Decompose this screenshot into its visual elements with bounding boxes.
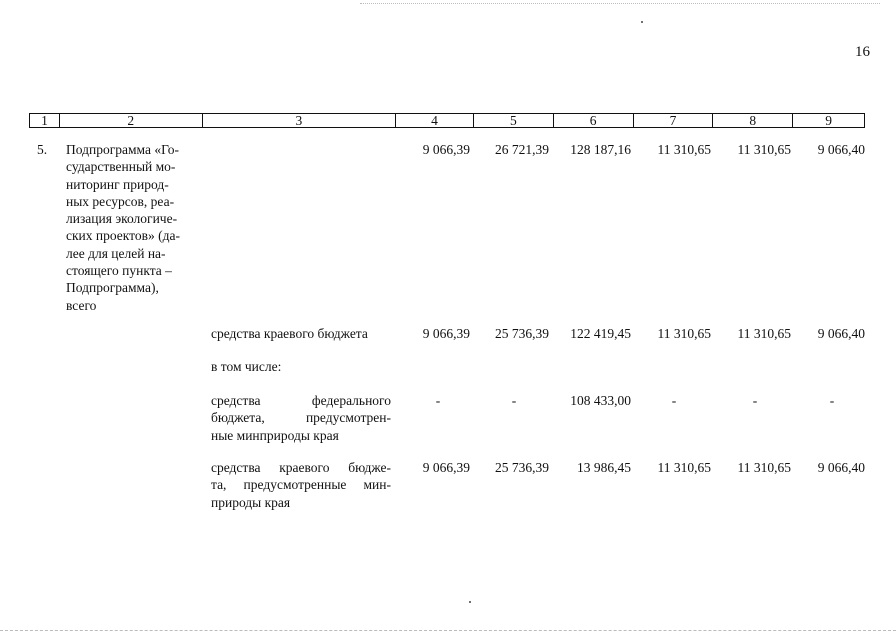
column-header-1: 1 xyxy=(30,114,60,127)
funding-source xyxy=(211,392,391,444)
total-value-col7: 11 310,65 xyxy=(657,142,711,157)
value-col7: 11 310,65 xyxy=(657,326,711,341)
value-col7: - xyxy=(671,393,677,408)
value-col9: - xyxy=(829,393,835,408)
value-col8: - xyxy=(752,393,758,408)
value-col9: 9 066,40 xyxy=(817,460,865,475)
value-col5: 25 736,39 xyxy=(495,326,549,341)
funding-source-line: ные минприроды края xyxy=(211,427,339,443)
funding-source-line: в том числе: xyxy=(211,359,282,374)
value-col9: 9 066,40 xyxy=(817,326,865,341)
value-col4: 9 066,39 xyxy=(422,326,470,341)
column-header-2: 2 xyxy=(60,114,203,127)
funding-source-line: бюджета, предусмотрен- xyxy=(211,410,391,426)
scan-speck xyxy=(641,21,643,23)
value-col6: 13 986,45 xyxy=(577,460,631,475)
value-col7: 11 310,65 xyxy=(657,460,711,475)
value-col6: 108 433,00 xyxy=(570,393,631,408)
total-value-col4: 9 066,39 xyxy=(422,142,470,157)
subprogram-name-line: лее для целей на- xyxy=(66,245,166,261)
total-value-col5: 26 721,39 xyxy=(495,142,549,157)
funding-source xyxy=(211,325,391,342)
total-value-col9: 9 066,40 xyxy=(817,142,865,157)
subprogram-name-line: ских проектов» (да- xyxy=(66,228,180,244)
funding-source-line: та, предусмотренные мин- xyxy=(211,477,391,493)
column-header-7: 7 xyxy=(634,114,714,127)
subprogram-name-line: ниторинг природ- xyxy=(66,176,169,192)
total-value-col6: 128 187,16 xyxy=(570,142,631,157)
column-header-9: 9 xyxy=(825,113,832,128)
item-index: 5. xyxy=(37,142,48,157)
funding-source-line: природы края xyxy=(211,494,291,510)
total-value-col8: 11 310,65 xyxy=(737,142,791,157)
column-header-3: 3 xyxy=(203,114,397,127)
value-col8: 11 310,65 xyxy=(737,326,791,341)
value-col4: 9 066,39 xyxy=(422,460,470,475)
page-number: 16 xyxy=(855,44,870,60)
subprogram-name-line: Подпрограмма «Го- xyxy=(66,142,179,157)
funding-source-line: средства краевого бюджета xyxy=(211,326,368,341)
subprogram-name-line: ных ресурсов, реа- xyxy=(66,193,175,209)
column-header-8: 8 xyxy=(713,114,793,127)
value-col8: 11 310,65 xyxy=(737,460,791,475)
funding-source-line: средства краевого бюдже- xyxy=(211,460,391,475)
subprogram-name-line: всего xyxy=(66,297,97,313)
value-col5: 25 736,39 xyxy=(495,460,549,475)
funding-source xyxy=(211,459,391,511)
funding-source-line: средства федерального xyxy=(211,393,391,408)
subprogram-name xyxy=(66,141,202,314)
column-header-6: 6 xyxy=(554,114,634,127)
subprogram-name-line: стоящего пункта – xyxy=(66,263,172,279)
table-header-row xyxy=(29,113,865,128)
subprogram-name-line: Подпрограмма), xyxy=(66,280,159,296)
scan-artifact-bottom xyxy=(0,630,896,632)
value-col4: - xyxy=(435,393,441,408)
subprogram-name-line: лизация экологиче- xyxy=(66,211,178,227)
column-header-5: 5 xyxy=(474,114,554,127)
value-col5: - xyxy=(511,393,517,408)
value-col6: 122 419,45 xyxy=(570,326,631,341)
column-header-4: 4 xyxy=(396,114,474,127)
scan-speck xyxy=(469,601,471,603)
scan-artifact-top xyxy=(360,3,880,5)
subprogram-name-line: сударственный мо- xyxy=(66,159,176,175)
funding-source-including xyxy=(211,358,391,375)
